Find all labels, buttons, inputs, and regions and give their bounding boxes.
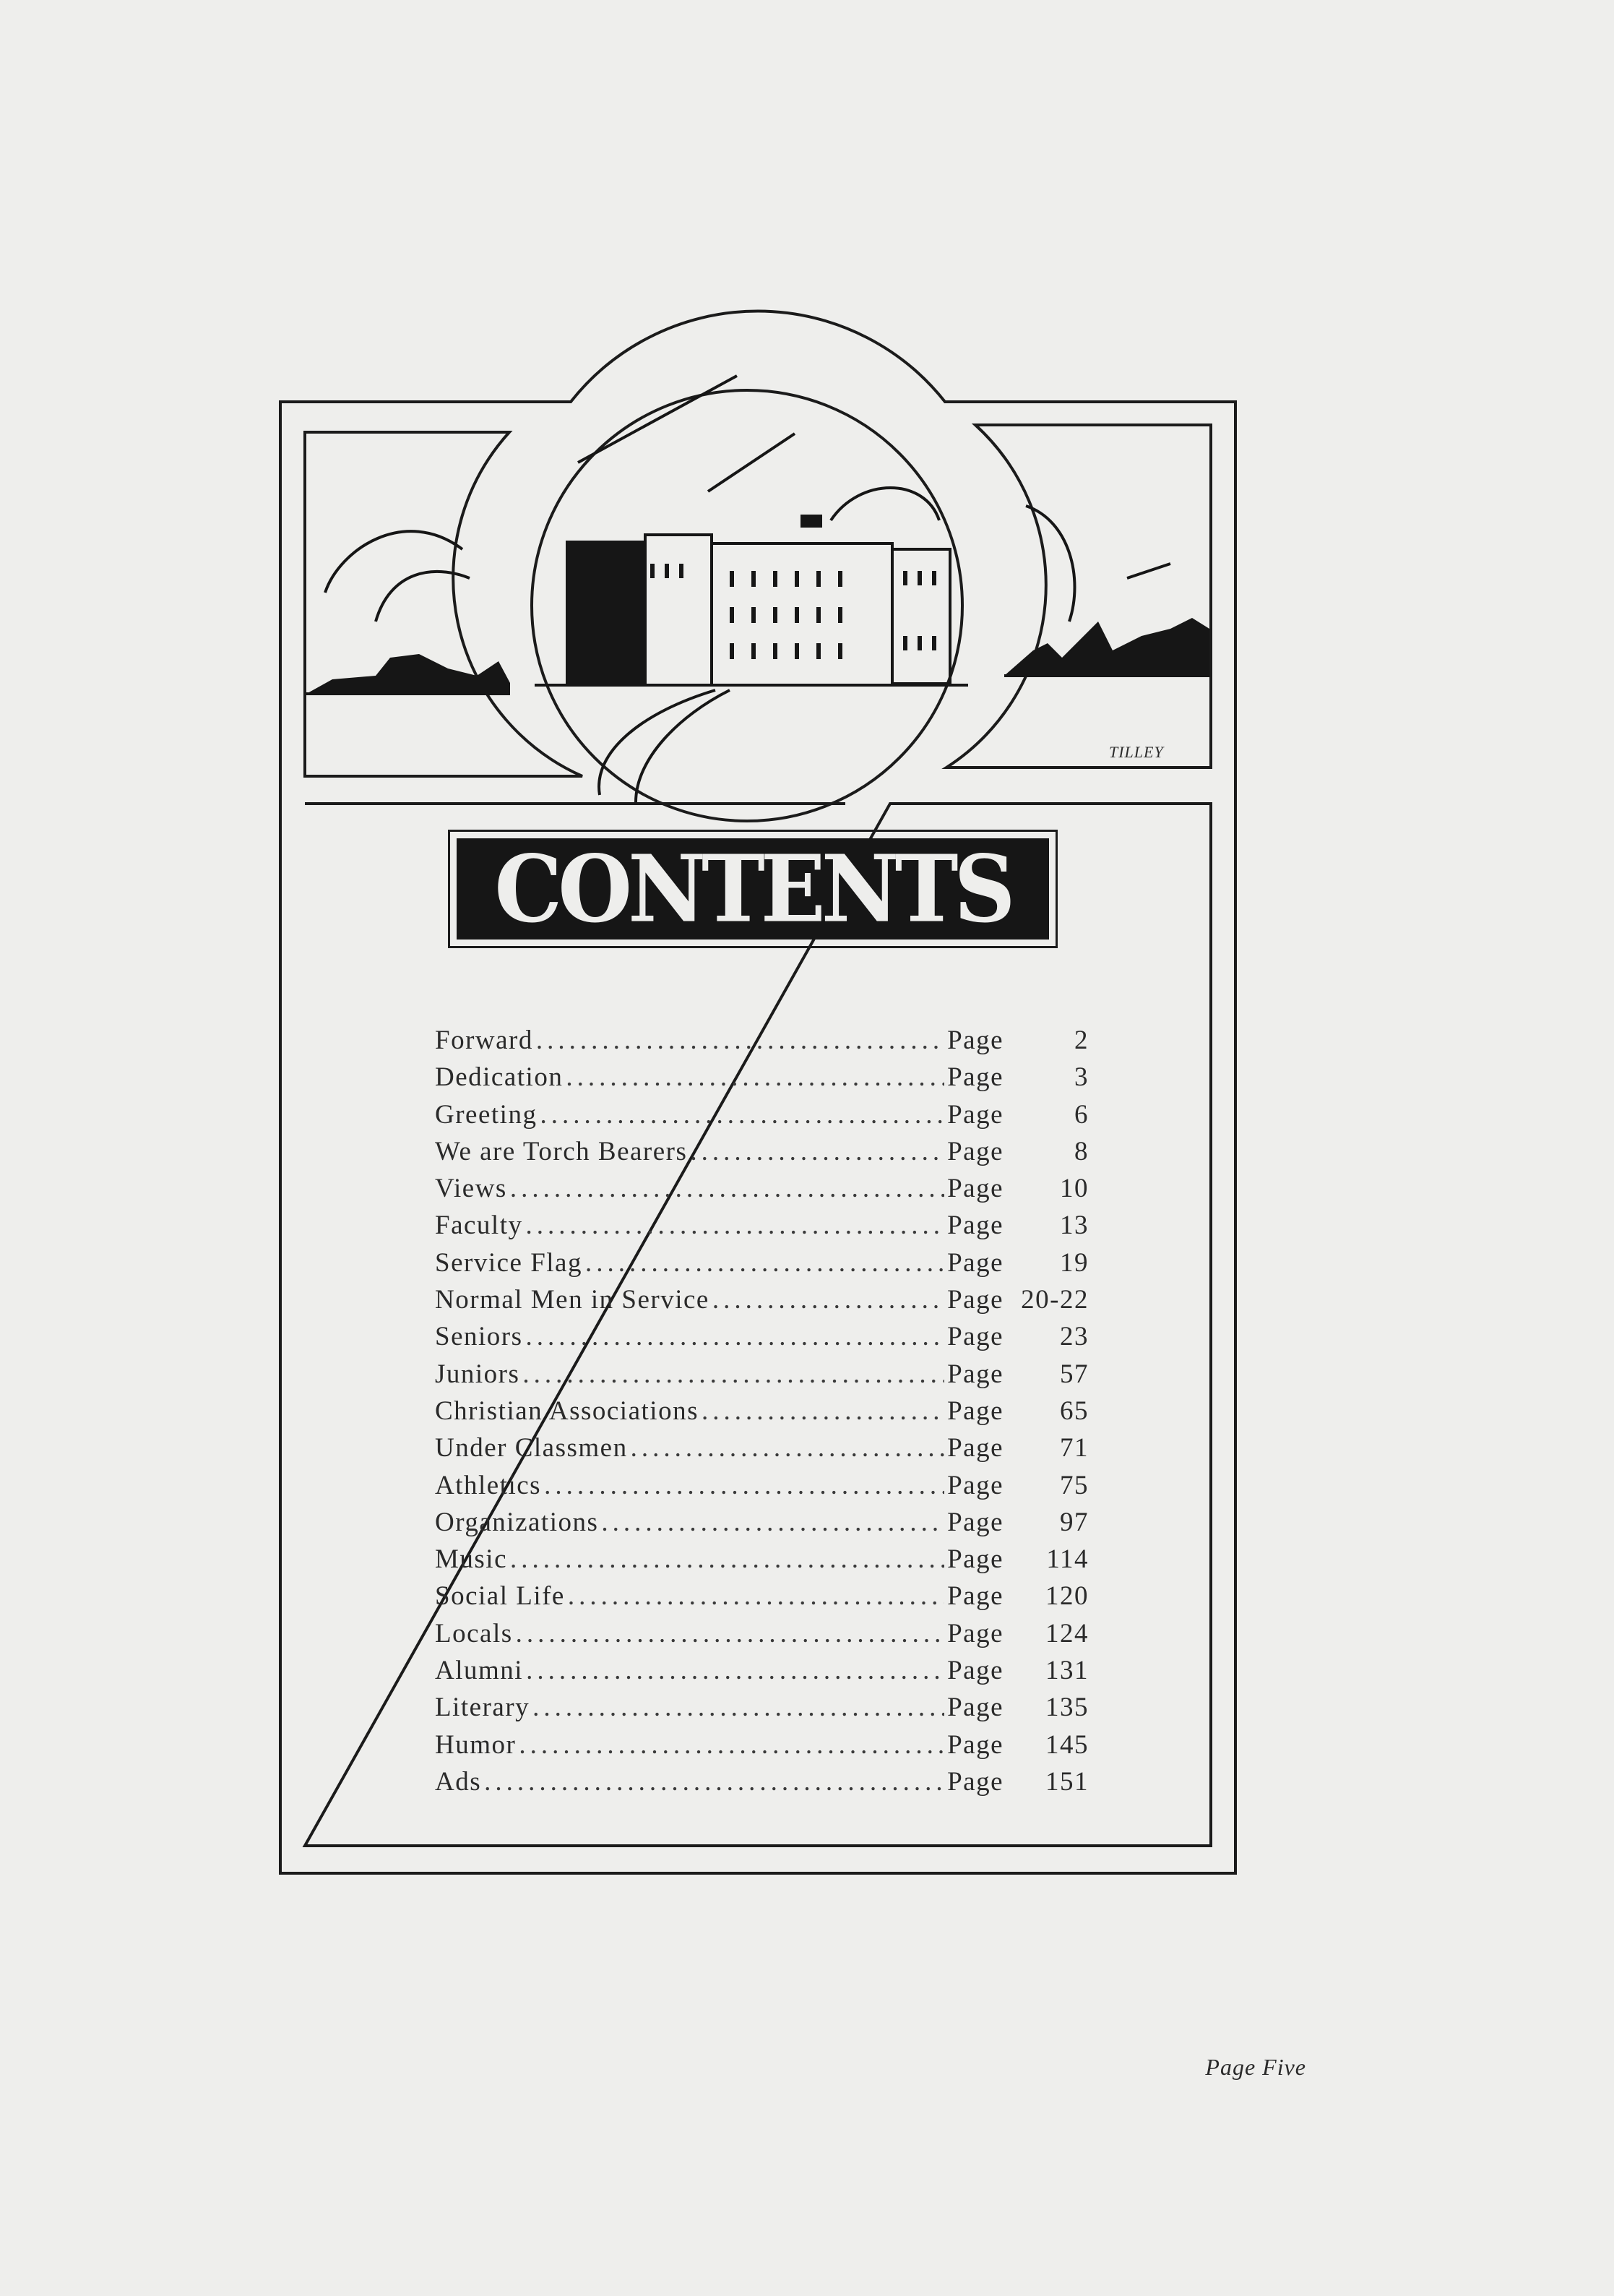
toc-entry-page-number: 20-22 <box>1021 1285 1089 1315</box>
toc-entry-page-number: 6 <box>1074 1099 1089 1130</box>
toc-entry-label: Literary <box>435 1693 530 1723</box>
toc-entry <box>435 1359 1089 1396</box>
toc-entry-page-word: Page <box>947 1766 1004 1797</box>
toc-entry <box>435 1655 1089 1692</box>
toc-entry-label: Humor <box>435 1729 517 1760</box>
toc-entry <box>435 1618 1089 1655</box>
toc-leader-dots <box>526 1321 945 1352</box>
flag-icon <box>800 515 822 528</box>
toc-leader-dots <box>690 1136 944 1167</box>
toc-entry-label: Faculty <box>435 1211 523 1241</box>
toc-leader-dots <box>544 1470 944 1501</box>
contents-heading: CONTENTS <box>494 834 1011 943</box>
artist-signature: TILLEY <box>1109 743 1164 761</box>
toc-leader-dots <box>519 1729 944 1760</box>
toc-entry-page-number: 23 <box>1060 1322 1089 1352</box>
toc-entry-page-number: 13 <box>1060 1211 1089 1241</box>
toc-entry-page-word: Page <box>947 1062 1004 1093</box>
building-center <box>712 543 892 685</box>
toc-entry <box>435 1470 1089 1507</box>
toc-entry-page-number: 131 <box>1045 1656 1089 1686</box>
toc-entry-label: Organizations <box>435 1507 599 1537</box>
contents-heading-box <box>448 830 1058 948</box>
toc-entry <box>435 1062 1089 1098</box>
toc-leader-dots <box>601 1507 944 1538</box>
cloud-right <box>1026 506 1075 622</box>
building-right-wing <box>892 549 950 684</box>
toc-entry-page-number: 10 <box>1060 1174 1089 1204</box>
toc-entry <box>435 1284 1089 1321</box>
toc-entry-page-word: Page <box>947 1729 1004 1760</box>
toc-entry <box>435 1507 1089 1544</box>
toc-entry-page-word: Page <box>947 1322 1004 1352</box>
toc-entry-page-word: Page <box>947 1136 1004 1166</box>
toc-leader-dots <box>568 1581 944 1612</box>
toc-entry-label: Athletics <box>435 1470 542 1500</box>
toc-entry <box>435 1581 1089 1617</box>
toc-entry <box>435 1321 1089 1358</box>
toc-entry-page-word: Page <box>947 1507 1004 1537</box>
toc-entry-page-word: Page <box>947 1396 1004 1426</box>
toc-entry-label: Service Flag <box>435 1247 582 1278</box>
toc-entry-label: Ads <box>435 1766 482 1797</box>
toc-entry-page-word: Page <box>947 1026 1004 1055</box>
table-of-contents <box>435 1025 1089 1803</box>
toc-entry-page-word: Page <box>947 1359 1004 1389</box>
page-folio: Page Five <box>1205 2054 1306 2080</box>
toc-entry-page-number: 114 <box>1046 1544 1089 1575</box>
toc-entry <box>435 1025 1089 1062</box>
toc-entry-page-number: 145 <box>1045 1729 1089 1760</box>
toc-leader-dots <box>712 1284 944 1315</box>
toc-entry-page-number: 8 <box>1074 1136 1089 1166</box>
toc-leader-dots <box>532 1692 944 1723</box>
toc-entry-page-word: Page <box>947 1174 1004 1204</box>
toc-leader-dots <box>484 1766 944 1797</box>
cloud-left <box>325 531 462 593</box>
toc-entry-page-word: Page <box>947 1693 1004 1723</box>
toc-entry-label: Christian Associations <box>435 1396 699 1426</box>
toc-entry-label: Social Life <box>435 1581 565 1612</box>
toc-entry-page-number: 71 <box>1060 1433 1089 1463</box>
toc-entry-page-number: 57 <box>1060 1359 1089 1389</box>
toc-entry <box>435 1247 1089 1284</box>
toc-entry <box>435 1210 1089 1247</box>
toc-entry-label: We are Torch Bearers <box>435 1136 688 1166</box>
toc-entry-label: Normal Men in Service <box>435 1285 709 1315</box>
toc-entry-page-number: 135 <box>1045 1693 1089 1723</box>
toc-entry-page-number: 65 <box>1060 1396 1089 1426</box>
contents-heading-plate <box>457 834 1049 943</box>
toc-leader-dots <box>522 1359 944 1390</box>
toc-leader-dots <box>631 1432 944 1463</box>
toc-entry-label: Alumni <box>435 1656 524 1686</box>
toc-leader-dots <box>516 1618 944 1649</box>
building-dark-wing <box>566 541 645 685</box>
toc-entry-page-number: 124 <box>1045 1618 1089 1648</box>
toc-leader-dots <box>540 1099 944 1130</box>
toc-entry <box>435 1173 1089 1210</box>
toc-entry-page-word: Page <box>947 1433 1004 1463</box>
toc-entry <box>435 1766 1089 1803</box>
toc-entry-page-word: Page <box>947 1247 1004 1278</box>
toc-entry-page-word: Page <box>947 1618 1004 1648</box>
toc-entry-page-word: Page <box>947 1211 1004 1241</box>
toc-entry <box>435 1136 1089 1173</box>
toc-entry <box>435 1432 1089 1469</box>
left-panel <box>305 432 582 776</box>
toc-leader-dots <box>526 1655 944 1686</box>
toc-leader-dots <box>510 1173 944 1204</box>
toc-leader-dots <box>525 1210 944 1241</box>
right-panel <box>946 425 1211 768</box>
toc-leader-dots <box>585 1247 944 1278</box>
toc-entry-page-number: 97 <box>1060 1507 1089 1537</box>
toc-entry-label: Juniors <box>435 1359 520 1389</box>
toc-leader-dots <box>536 1025 944 1056</box>
toc-entry-page-number: 3 <box>1074 1062 1089 1093</box>
toc-entry-page-number: 151 <box>1045 1766 1089 1797</box>
toc-entry-page-number: 75 <box>1060 1470 1089 1500</box>
toc-entry-page-word: Page <box>947 1656 1004 1686</box>
toc-entry-page-word: Page <box>947 1544 1004 1575</box>
toc-entry-label: Locals <box>435 1618 513 1648</box>
toc-leader-dots <box>566 1062 944 1093</box>
path-drive <box>599 690 715 795</box>
toc-entry <box>435 1692 1089 1729</box>
toc-entry-page-number: 19 <box>1060 1247 1089 1278</box>
toc-entry-page-number: 2 <box>1074 1026 1089 1055</box>
right-treeline <box>1004 618 1209 676</box>
toc-entry-page-number: 120 <box>1045 1581 1089 1612</box>
toc-entry-page-word: Page <box>947 1285 1004 1315</box>
toc-entry-label: Under Classmen <box>435 1433 628 1463</box>
cloud-medallion <box>831 488 939 520</box>
toc-entry <box>435 1544 1089 1581</box>
toc-entry-label: Greeting <box>435 1099 538 1130</box>
toc-entry-label: Seniors <box>435 1322 523 1352</box>
toc-entry-label: Forward <box>435 1026 533 1055</box>
toc-entry-label: Music <box>435 1544 507 1575</box>
toc-entry <box>435 1729 1089 1766</box>
toc-entry <box>435 1396 1089 1432</box>
left-treeline <box>306 654 510 694</box>
toc-entry-page-word: Page <box>947 1470 1004 1500</box>
toc-leader-dots <box>510 1544 944 1575</box>
toc-entry <box>435 1099 1089 1136</box>
toc-leader-dots <box>702 1396 944 1427</box>
toc-entry-page-word: Page <box>947 1099 1004 1130</box>
toc-entry-label: Dedication <box>435 1062 564 1093</box>
building-main <box>645 535 712 685</box>
toc-entry-label: Views <box>435 1174 507 1204</box>
toc-entry-page-word: Page <box>947 1581 1004 1612</box>
